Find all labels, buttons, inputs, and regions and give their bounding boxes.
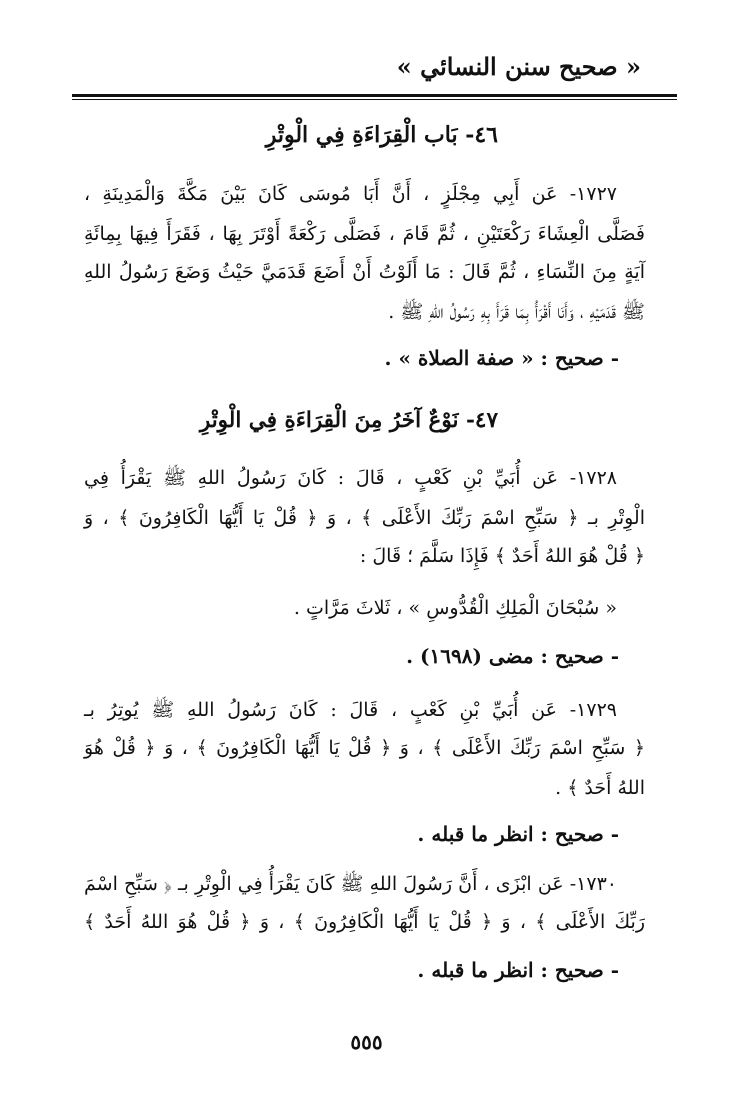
hadith-1728-line-2: الْوِتْرِ بـ ﴿ سَبِّحِ اسْمَ رَبِّكَ الأَعْلَى ﴾ ، وَ ﴿ قُلْ يَا أَيُّهَا الْكَافِرُونَ ﴾ ، وَ — [84, 507, 645, 529]
header-rule — [72, 94, 677, 97]
hadith-1729-line-2: ﴿ سَبِّحِ اسْمَ رَبِّكَ الأَعْلَى ﴾ ، وَ ﴿ قُلْ يَا أَيُّهَا الْكَافِرُونَ ﴾ ، وَ ﴿ قُلْ هُوَ — [84, 737, 645, 759]
hadith-1727-grade: - صحيح : « صفة الصلاة » . — [384, 346, 619, 370]
hadith-1728-line-1: ١٧٢٨- عَن أُبَيِّ بْنِ كَعْبٍ ، قَالَ : كَانَ رَسُولُ اللهِ ﷺ يَقْرَأُ فِي — [84, 467, 617, 489]
hadith-1727-line-4: ﷺ قَدَمَيْهِ ، وَأَنَا أَقْرَأُ بِمَا قَرَأَ بِهِ رَسُولُ اللهِ ﷺ . — [388, 301, 645, 323]
chapter-heading-47: ٤٧- نَوْعٌ آخَرُ مِنَ الْقِرَاءَةِ فِي الْوِتْرِ — [199, 408, 498, 433]
hadith-1730-grade: - صحيح : انظر ما قبله . — [417, 958, 619, 982]
hadith-1728-line-4: « سُبْحَانَ الْمَلِكِ الْقُدُّوسِ » ، ثَلاثَ مَرَّاتٍ . — [293, 597, 617, 619]
hadith-1730-line-2: رَبِّكَ الأَعْلَى ﴾ ، وَ ﴿ قُلْ يَا أَيُّهَا الْكَافِرُونَ ﴾ ، وَ ﴿ قُلْ هُوَ اللهُ أَحَدٌ ﴾ — [84, 911, 645, 933]
hadith-1727-line-1: ١٧٢٧- عَن أَبِي مِجْلَزٍ ، أَنَّ أَبَا مُوسَى كَانَ بَيْنَ مَكَّةَ وَالْمَدِينَةِ ، — [84, 183, 617, 205]
hadith-1729-line-1: ١٧٢٩- عَن أُبَيِّ بْنِ كَعْبٍ ، قَالَ : كَانَ رَسُولُ اللهِ ﷺ يُوتِرُ بـ — [84, 699, 617, 721]
hadith-1729-grade: - صحيح : انظر ما قبله . — [417, 822, 619, 846]
page-number: ٥٥٥ — [350, 1030, 383, 1054]
running-header-title: « صحيح سنن النسائي » — [396, 52, 641, 81]
hadith-1728-grade: - صحيح : مضى (١٦٩٨) . — [406, 644, 619, 668]
hadith-1727-line-2: فَصَلَّى الْعِشَاءَ رَكْعَتَيْنِ ، ثُمَّ قَامَ ، فَصَلَّى رَكْعَةً أَوْتَرَ بِهَا ، فَقَرَأَ فِيهَا بِمِائَةِ — [84, 223, 645, 245]
hadith-1729-line-3: اللهُ أَحَدٌ ﴾ . — [555, 777, 645, 799]
header-rule-thin — [72, 99, 677, 100]
hadith-1727-line-3: آيَةٍ مِنَ النِّسَاءِ ، ثُمَّ قَالَ : مَا أَلَوْتُ أَنْ أَضَعَ قَدَمَيَّ حَيْثُ وَضَعَ رَسُولُ اللهِ — [84, 261, 645, 283]
chapter-heading-46: ٤٦- بَاب الْقِرَاءَةِ فِي الْوِتْرِ — [265, 122, 498, 148]
hadith-1730-line-1: ١٧٣٠- عَن ابْزَى ، أَنَّ رَسُولَ اللهِ ﷺ كَانَ يَقْرَأُ فِي الْوِتْرِ بـ ﴿ سَبِّحِ اسْمَ — [84, 873, 617, 895]
hadith-1728-line-3: ﴿ قُلْ هُوَ اللهُ أَحَدٌ ﴾ فَإِذَا سَلَّمَ ؛ قَالَ : — [359, 545, 645, 567]
